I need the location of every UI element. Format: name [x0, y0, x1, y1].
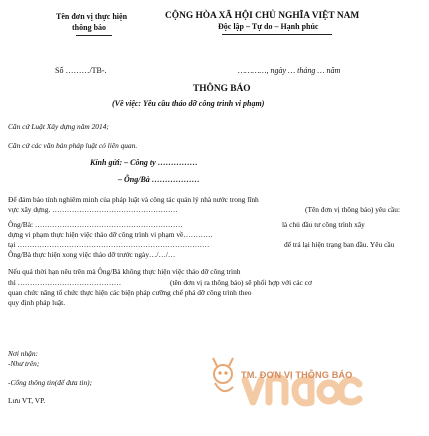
national-motto: Độc lập – Tự do – Hạnh phúc	[218, 22, 319, 31]
header-left-rule	[76, 35, 112, 36]
body-p2-line1a: Ông/Bà: ……………………………………………………	[8, 220, 183, 229]
basis-line-1: Căn cứ Luật Xây dựng năm 2014;	[8, 122, 109, 131]
body-p2-line2: dựng vi phạm thực hiện việc tháo dỡ công trình vi phạm về…………	[8, 230, 213, 239]
issuing-unit-line1: Tên đơn vị thực hiện	[56, 12, 128, 21]
recipient-person: – Ông/Bà ………………	[118, 175, 200, 184]
document-date: …………, ngày … tháng … năm	[238, 66, 341, 75]
body-p2-line3b: để trả lại hiện trạng ban đầu. Yêu cầu	[284, 240, 395, 249]
body-p3-line4: quy định pháp luật.	[8, 298, 66, 307]
body-p1-line2b: (Tên đơn vị thông báo) yêu cầu:	[305, 205, 401, 214]
recipients-item-3: Lưu VT, VP.	[8, 396, 46, 405]
document-number: Số ………/TB-.	[55, 66, 107, 75]
recipients-item-1: -Như trên;	[8, 359, 40, 368]
document-title: THÔNG BÁO	[193, 84, 251, 94]
body-p3-line2a: thì ……………………………………	[8, 278, 122, 287]
body-p2-line3a: tại ……………………………………………………………………	[8, 240, 210, 249]
recipients-item-2: -Cổng thông tin(để đưa tin);	[8, 378, 93, 387]
body-p3-line3: quan chức năng tổ chức thực hiện các biện pháp cưỡng chế phá dỡ công trình theo	[8, 288, 252, 297]
basis-line-2: Căn cứ các văn bản pháp luật có liên quan.	[8, 141, 138, 150]
header-right-rule	[222, 34, 332, 35]
vndoc-watermark	[205, 350, 365, 420]
vndoc-logo-icon	[205, 350, 365, 420]
issuing-unit-line2: thông báo	[72, 23, 107, 32]
signature-title: TM. ĐƠN VỊ THÔNG BÁO	[241, 370, 353, 380]
document-subject: (Về việc: Yêu cầu tháo dỡ công trình vi phạm)	[112, 99, 265, 108]
body-p2-line1b: là chủ đầu tư công trình xây	[282, 220, 365, 229]
body-p1-line1: Để đảm bảo tính nghiêm minh của pháp luật và công tác quản lý nhà nước trong lĩnh	[8, 195, 259, 204]
national-title: CỘNG HÒA XÃ HỘI CHỦ NGHĨA VIỆT NAM	[165, 11, 360, 21]
recipient-company: Kính gửi: – Công ty ……………	[90, 158, 198, 167]
body-p1-line2a: vực xây dựng. ……………………………………………	[8, 205, 178, 214]
body-p3-line2b: (tên đơn vị ra thông báo) sẽ phối hợp với các cơ	[170, 278, 312, 287]
body-p3-line1: Nếu quá thời hạn nêu trên mà Ông/Bà không thực hiện việc tháo dỡ công trình	[8, 267, 241, 276]
recipients-label: Nơi nhận:	[8, 349, 39, 358]
body-p2-line4: Ông/Bà thực hiện xong việc tháo dỡ trước ngày…/…/…	[8, 250, 176, 259]
